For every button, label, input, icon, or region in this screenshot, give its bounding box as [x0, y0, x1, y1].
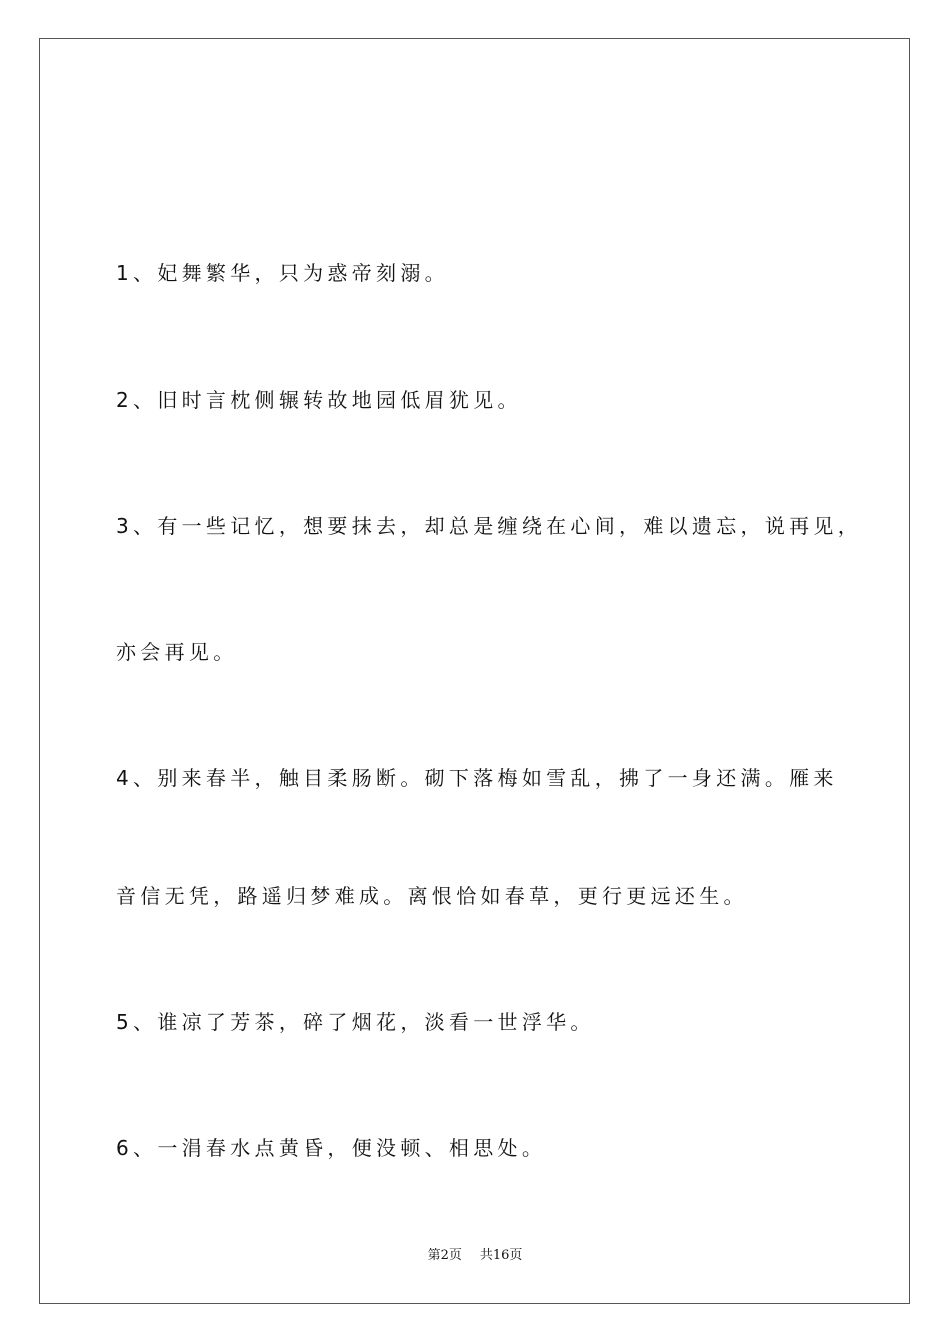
quote-line-4-continued: 音信无凭，路遥归梦难成。离恨恰如春草，更行更远还生。 — [116, 884, 748, 908]
quote-line-3-continued: 亦会再见。 — [116, 640, 238, 664]
quote-line-5: 5、谁凉了芳茶，碎了烟花，淡看一世浮华。 — [116, 1010, 595, 1034]
quote-line-4: 4、别来春半，触目柔肠断。砌下落梅如雪乱，拂了一身还满。雁来 — [116, 766, 838, 790]
quote-line-1: 1、妃舞繁华，只为惑帝刻溺。 — [116, 261, 449, 285]
quote-line-3: 3、有一些记忆，想要抹去，却总是缠绕在心间，难以遗忘，说再见， — [116, 514, 863, 538]
quote-line-6: 6、一涓春水点黄昏，便没顿、相思处。 — [116, 1136, 547, 1160]
page-footer — [0, 1249, 950, 1262]
total-pages: 共16页 — [479, 1248, 523, 1263]
quote-line-2: 2、旧时言枕侧辗转故地园低眉犹见。 — [116, 388, 522, 412]
page-number: 第2页 — [427, 1248, 462, 1263]
page-frame — [39, 38, 910, 1304]
